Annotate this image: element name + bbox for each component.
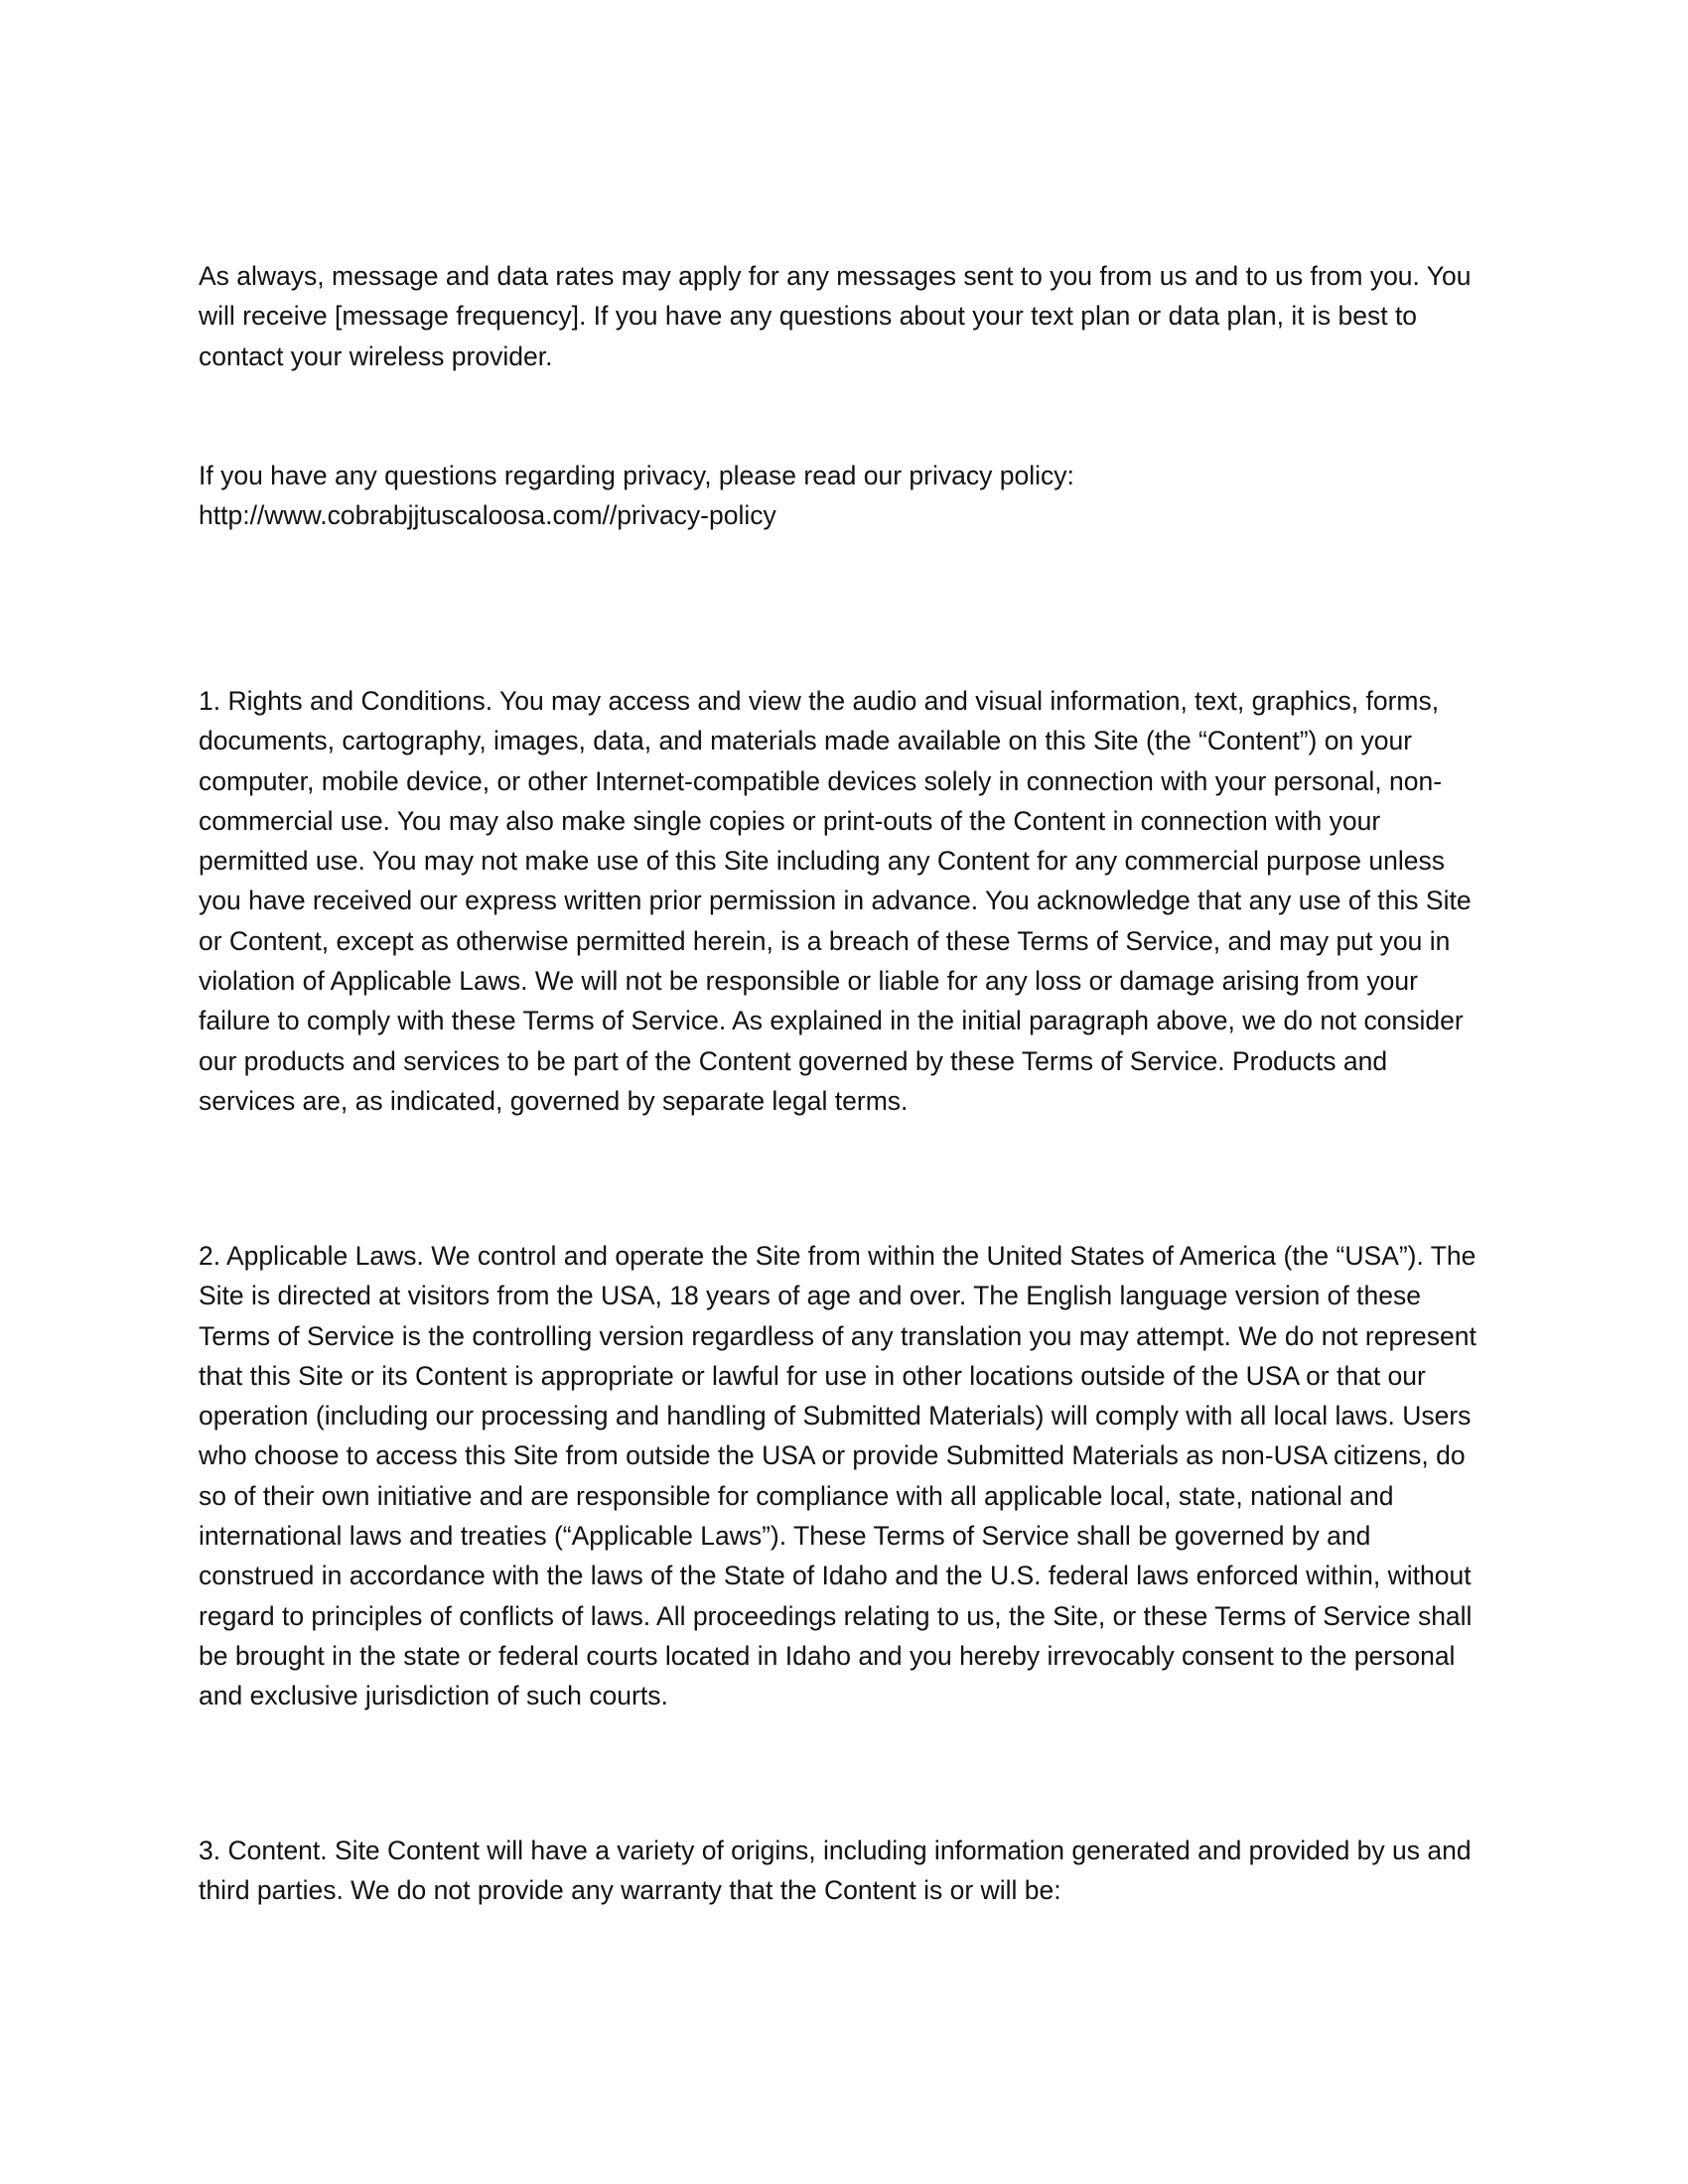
content-paragraph: 3. Content. Site Content will have a variety of origins, including information generated and provided by us and third parties. We do not provide any warranty that the Content is or will be: bbox=[199, 1836, 1472, 1906]
privacy-intro-text: If you have any questions regarding privacy, please read our privacy policy: bbox=[199, 461, 1074, 490]
privacy-paragraph bbox=[199, 456, 1489, 536]
privacy-policy-link[interactable]: http://www.cobrabjjtuscaloosa.com//privacy-policy bbox=[199, 500, 776, 531]
rights-and-conditions-paragraph: 1. Rights and Conditions. You may access and view the audio and visual information, text, graphics, forms, documents, cartography, images, data, and materials made available on this Site (the “Content”) on your computer, mobile device, or other Internet-compatible devices solely in connection with your personal, non-commercial use. You may also make single copies or print-outs of the Content in connection with your permitted use. You may not make use of this Site including any Content for any commercial purpose unless you have received our express written prior permission in advance. You acknowledge that any use of this Site or Content, except as otherwise permitted herein, is a breach of these Terms of Service, and may put you in violation of Applicable Laws. We will not be responsible or liable for any loss or damage arising from your failure to comply with these Terms of Service. As explained in the initial paragraph above, we do not consider our products and services to be part of the Content governed by these Terms of Service. Products and services are, as indicated, governed by separate legal terms. bbox=[199, 686, 1472, 1116]
applicable-laws-paragraph: 2. Applicable Laws. We control and operate the Site from within the United States of America (the “USA”). The Site is directed at visitors from the USA, 18 years of age and over. The English language version of these Terms of Service is the controlling version regardless of any translation you may attempt. We do not represent that this Site or its Content is appropriate or lawful for use in other locations outside of the USA or that our operation (including our processing and handling of Submitted Materials) will comply with all local laws. Users who choose to access this Site from outside the USA or provide Submitted Materials as non-USA citizens, do so of their own initiative and are responsible for compliance with all applicable local, state, national and international laws and treaties (“Applicable Laws”). These Terms of Service shall be governed by and construed in accordance with the laws of the State of Idaho and the U.S. federal laws enforced within, without regard to principles of conflicts of laws. All proceedings relating to us, the Site, or these Terms of Service shall be brought in the state or federal courts located in Idaho and you hereby irrevocably consent to the personal and exclusive jurisdiction of such courts. bbox=[199, 1241, 1477, 1711]
message-rates-paragraph: As always, message and data rates may apply for any messages sent to you from us and to us from you. You will receive [message frequency]. If you have any questions about your text plan or data plan, it is best to contact your wireless provider. bbox=[199, 261, 1472, 371]
